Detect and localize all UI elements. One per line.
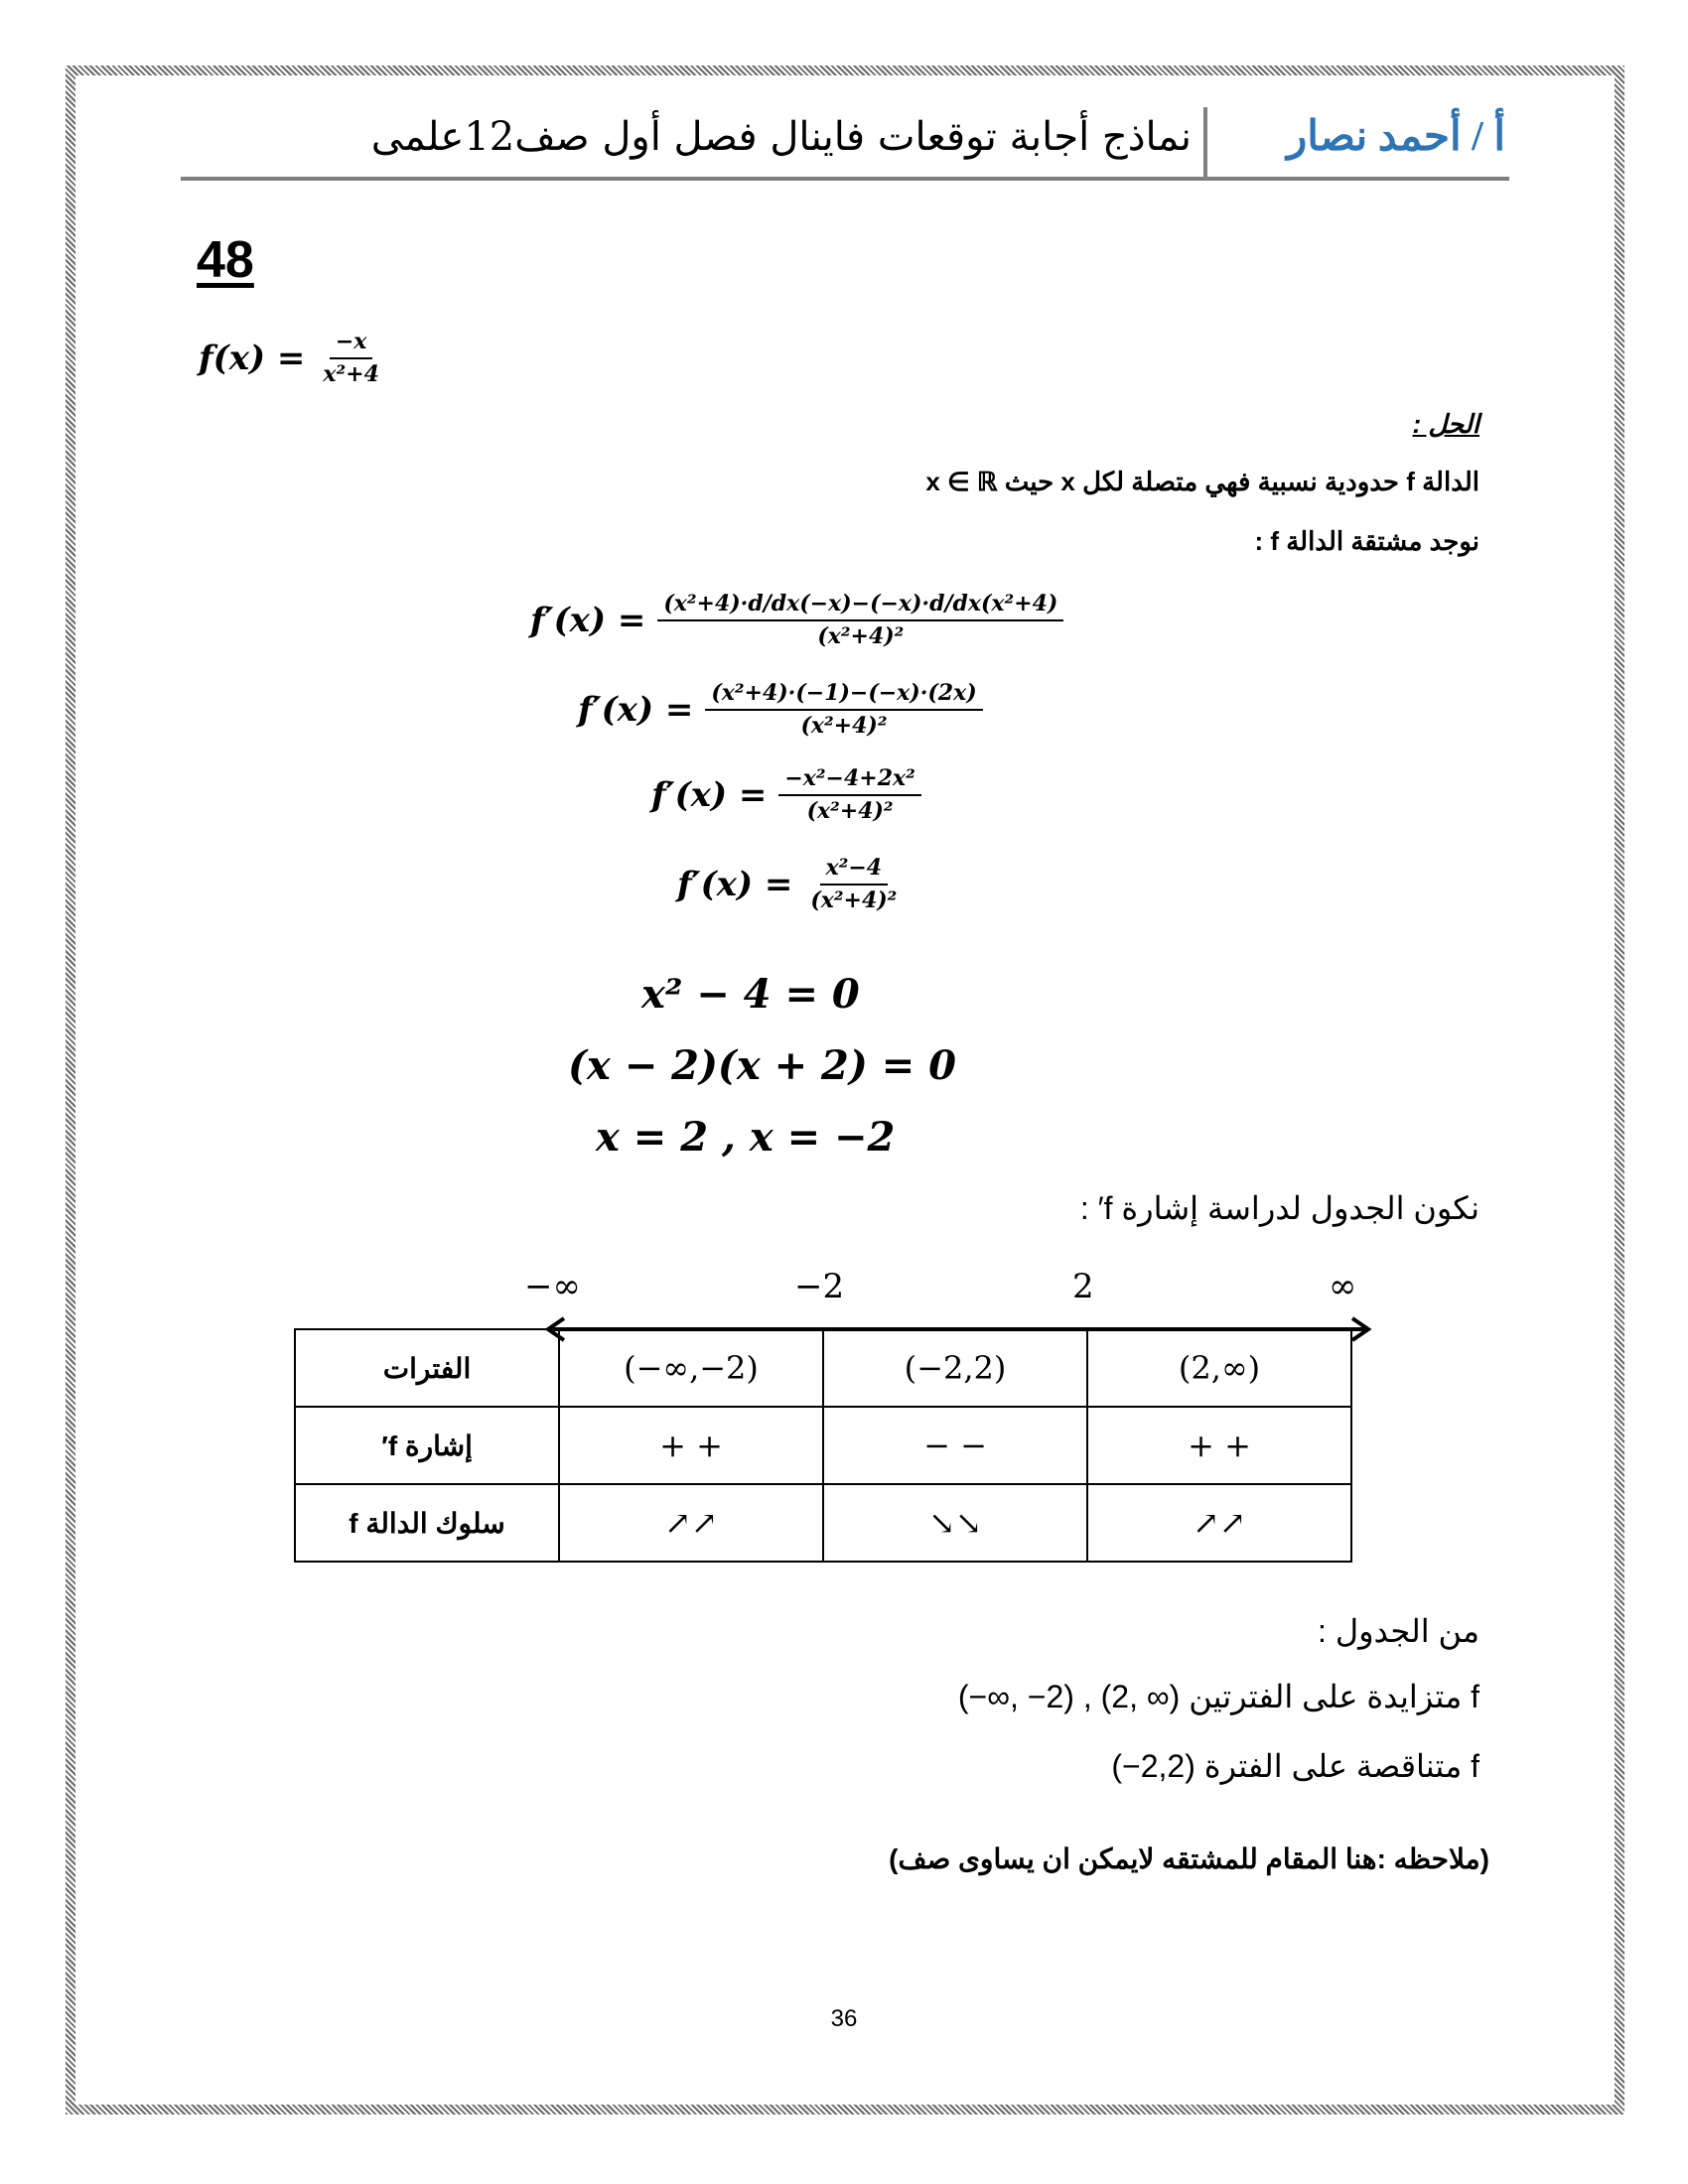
interval-cell: (−∞,−2) xyxy=(559,1329,823,1407)
derivative-step-2 xyxy=(578,681,983,740)
fraction-numerator: (x²+4)·d/dx(−x)−(−x)·d/dx(x²+4) xyxy=(657,592,1063,621)
derivative-fraction xyxy=(657,592,1063,650)
table-row xyxy=(295,1407,1351,1484)
number-line-label: ∞ xyxy=(1329,1267,1357,1306)
sign-cell: + + xyxy=(1087,1407,1351,1484)
solve-step-3: x = 2 , x = −2 xyxy=(596,1114,896,1160)
header-subject: نماذج أجابة توقعات فاينال فصل أول صف12علمى xyxy=(370,114,1192,160)
sign-table xyxy=(294,1328,1352,1563)
header-separator xyxy=(1203,107,1207,177)
header-rule xyxy=(181,177,1509,181)
fraction-denominator: (x²+4)² xyxy=(810,887,898,914)
behavior-cell: ↗↗ xyxy=(1087,1484,1351,1562)
sign-cell: + + xyxy=(559,1407,823,1484)
sign-cell: − − xyxy=(823,1407,1087,1484)
interval-cell: (2,∞) xyxy=(1087,1329,1351,1407)
derivative-intro: نوجد مشتقة الدالة f : xyxy=(1254,526,1479,556)
row-header-intervals: الفترات xyxy=(295,1329,559,1407)
behavior-cell: ↗↗ xyxy=(559,1484,823,1562)
derivative-lhs: f′(x) = xyxy=(530,601,646,641)
row-header-behavior: سلوك الدالة f xyxy=(295,1484,559,1562)
table-intro: نكون الجدول لدراسة إشارة f′ : xyxy=(1079,1190,1479,1226)
number-line-label: −2 xyxy=(794,1267,845,1306)
solve-step-1: x² − 4 = 0 xyxy=(641,971,860,1018)
derivative-step-1 xyxy=(530,592,1063,650)
derivative-lhs: f′(x) = xyxy=(651,775,768,816)
table-row xyxy=(295,1484,1351,1562)
fraction-denominator: (x²+4)² xyxy=(817,623,905,650)
derivative-step-3 xyxy=(651,766,921,825)
header-author: أ / أحمد نصار xyxy=(1287,114,1505,160)
note: (ملاحظه :هنا المقام للمشتقه لايمكن ان يساوى صف) xyxy=(889,1843,1489,1874)
derivative-fraction xyxy=(705,681,982,740)
continuity-statement: الدالة f حدودية نسبية فهي متصلة لكل x حيث x ∈ ℝ xyxy=(925,467,1479,496)
solve-step-2: (x − 2)(x + 2) = 0 xyxy=(568,1042,956,1089)
behavior-cell: ↘↘ xyxy=(823,1484,1087,1562)
conclusion-heading: من الجدول : xyxy=(1318,1613,1479,1649)
conclusion-increasing: f متزايدة على الفترتين (∞ ,2) , (2− ,∞−) xyxy=(957,1679,1479,1714)
derivative-fraction xyxy=(778,766,920,825)
function-fraction xyxy=(317,330,385,388)
fraction-numerator: −x²−4+2x² xyxy=(778,766,920,796)
fraction-numerator: (x²+4)·(−1)−(−x)·(2x) xyxy=(705,681,982,711)
page-number: 36 xyxy=(830,2005,858,2032)
fraction-numerator: −x xyxy=(330,330,373,359)
number-line-label: 2 xyxy=(1072,1267,1094,1306)
derivative-lhs: f′(x) = xyxy=(677,865,793,905)
solution-label: الحل : xyxy=(1412,409,1479,439)
derivative-step-4 xyxy=(677,856,903,914)
fraction-numerator: x²−4 xyxy=(820,856,889,886)
fraction-denominator: (x²+4)² xyxy=(806,798,894,825)
conclusion-decreasing: f متناقصة على الفترة (2,2−) xyxy=(1111,1748,1479,1784)
question-number: 48 xyxy=(197,231,254,289)
interval-cell: (−2,2) xyxy=(823,1329,1087,1407)
fraction-denominator: (x²+4)² xyxy=(800,713,888,740)
fraction-denominator: x²+4 xyxy=(323,361,379,388)
derivative-lhs: f′(x) = xyxy=(578,690,694,731)
derivative-fraction xyxy=(804,856,903,914)
row-header-sign: إشارة f′ xyxy=(295,1407,559,1484)
function-lhs: f(x) = xyxy=(199,339,306,379)
function-definition xyxy=(199,330,385,388)
table-row xyxy=(295,1329,1351,1407)
number-line-label: −∞ xyxy=(524,1267,581,1306)
